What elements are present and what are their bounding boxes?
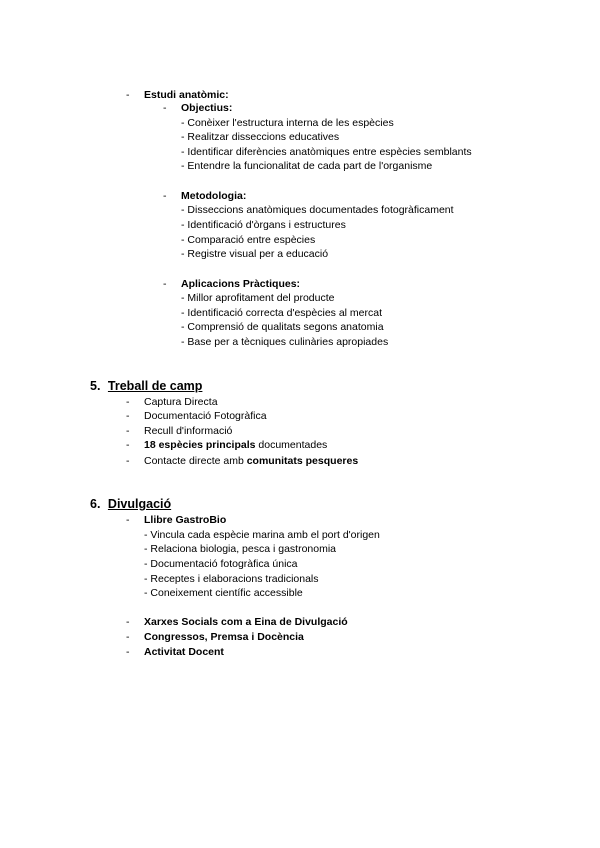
treball-item [144,439,327,452]
bullet-dash: - [126,514,130,526]
bullet-dash: - [126,646,130,658]
bullet-dash: - [126,410,130,422]
section-5-heading [90,379,202,394]
aplicacions-item: - Identificació correcta d'espècies al mercat [181,307,383,319]
objectius-title: Objectius: [181,102,233,114]
llibre-title: Llibre GastroBio [144,514,227,526]
metodologia-title: Metodologia: [181,190,247,202]
llibre-item: - Receptes i elaboracions tradicionals [144,573,319,585]
divulgacio-item: Congressos, Premsa i Docència [144,631,304,643]
section-6-heading [90,497,171,512]
metodologia-item: - Registre visual per a educació [181,248,329,260]
bullet-dash: - [126,425,130,437]
aplicacions-item: - Millor aprofitament del producte [181,292,335,304]
bullet-dash: - [126,455,130,467]
treball-item-text: Contacte directe amb [144,455,247,467]
section-6-number: 6. [90,497,101,511]
estudi-title: Estudi anatòmic: [144,89,229,101]
bullet-dash: - [126,89,130,101]
metodologia-item: - Comparació entre espècies [181,234,316,246]
bullet-dash: - [126,631,130,643]
bullet-dash: - [126,396,130,408]
treball-item-bold: 18 espècies principals [144,439,256,451]
llibre-item: - Coneixement científic accessible [144,587,303,599]
objectius-item: - Identificar diferències anatòmiques entre espècies semblants [181,146,472,158]
aplicacions-item: - Comprensió de qualitats segons anatomia [181,321,384,333]
bullet-dash: - [163,102,167,114]
treball-item: Captura Directa [144,396,218,408]
llibre-item: - Documentació fotogràfica única [144,558,298,570]
bullet-dash: - [163,190,167,202]
treball-item: Recull d'informació [144,425,233,437]
objectius-item: - Conèixer l'estructura interna de les espècies [181,117,394,129]
llibre-item: - Relaciona biologia, pesca i gastronomia [144,543,337,555]
llibre-item: - Vincula cada espècie marina amb el port d'origen [144,529,380,541]
treball-item-bold: comunitats pesqueres [246,455,359,467]
aplicacions-item: - Base per a tècniques culinàries apropiades [181,336,389,348]
treball-item-text: documentades [255,439,328,451]
aplicacions-title: Aplicacions Pràctiques: [181,278,301,290]
section-6-title: Divulgació [107,497,172,511]
objectius-item: - Entendre la funcionalitat de cada part de l'organisme [181,160,433,172]
divulgacio-item: Activitat Docent [144,646,224,658]
section-5-number: 5. [90,379,101,393]
treball-item: Documentació Fotogràfica [144,410,267,422]
bullet-dash: - [126,439,130,451]
objectius-item: - Realitzar disseccions educatives [181,131,340,143]
metodologia-item: - Disseccions anatòmiques documentades fotogràficament [181,204,454,216]
section-5-title: Treball de camp [107,379,203,393]
bullet-dash: - [126,616,130,628]
divulgacio-item: Xarxes Socials com a Eina de Divulgació [144,616,348,628]
metodologia-item: - Identificació d'òrgans i estructures [181,219,346,231]
treball-item [144,455,358,468]
bullet-dash: - [163,278,167,290]
